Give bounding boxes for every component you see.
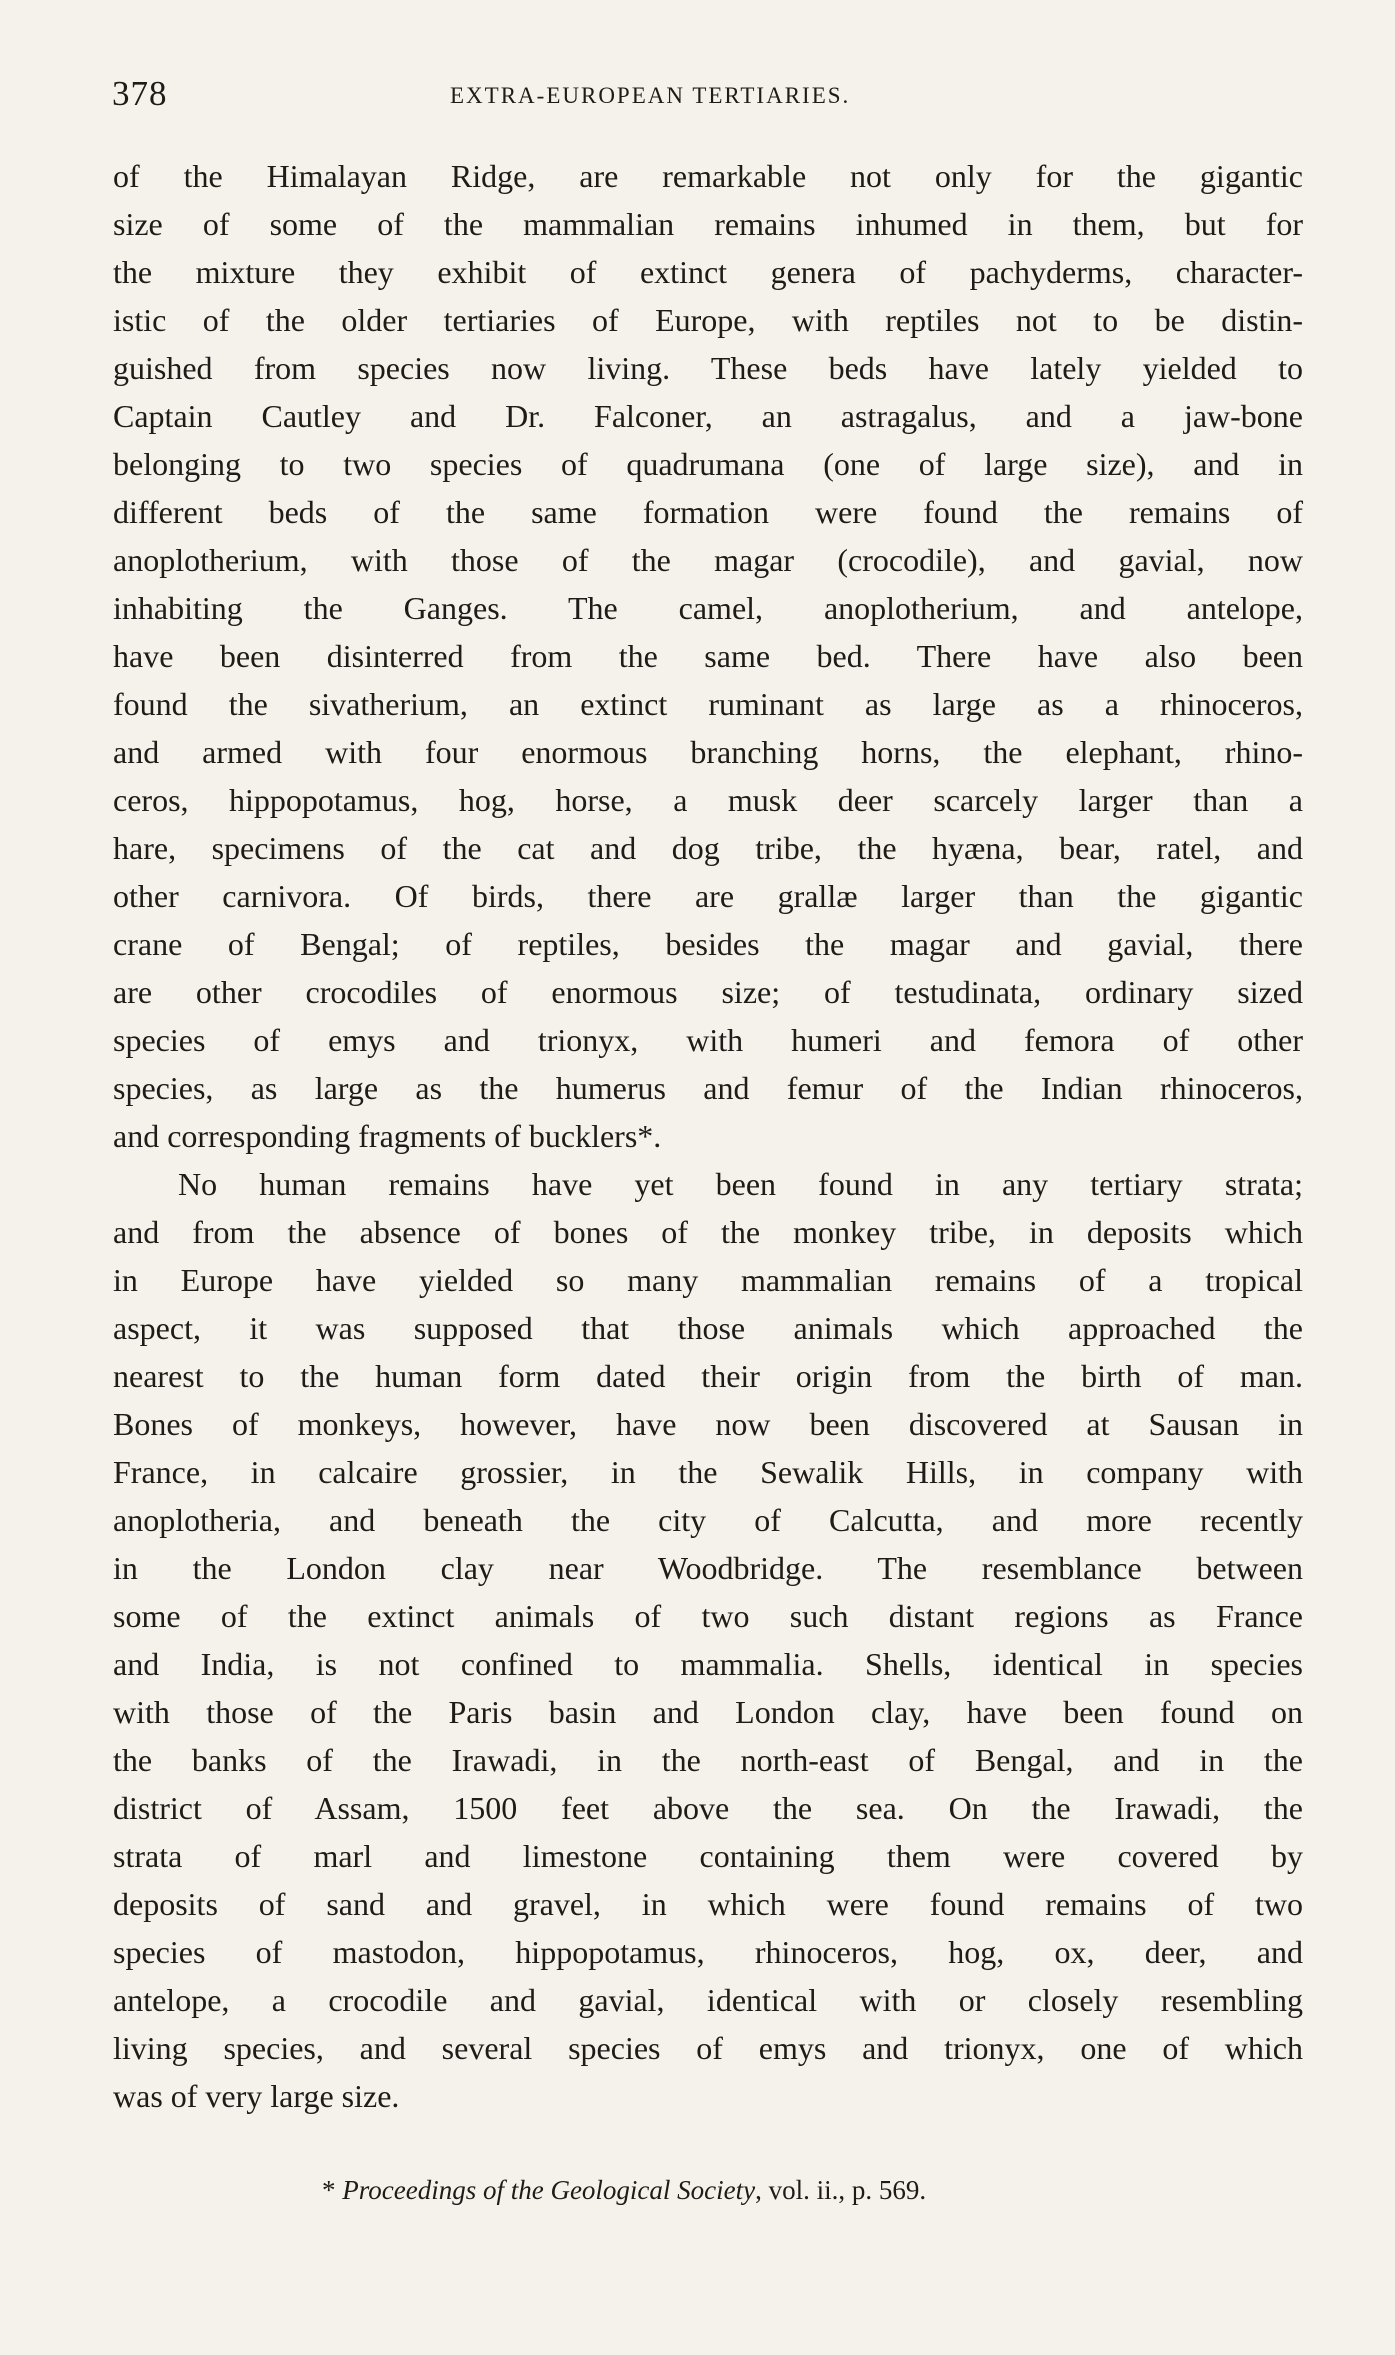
text-line: in Europe have yielded so many mammalian remains of a tropical — [113, 1262, 1303, 1298]
text-line: species of emys and trionyx, with humeri and femora of other — [113, 1022, 1303, 1058]
text-line: with those of the Paris basin and London clay, have been found on — [113, 1694, 1303, 1730]
text-line: antelope, a crocodile and gavial, identical with or closely resembling — [113, 1982, 1303, 2018]
text-line: different beds of the same formation were found the remains of — [113, 494, 1303, 530]
text-line: strata of marl and limestone containing them were covered by — [113, 1838, 1303, 1874]
text-line: and corresponding fragments of bucklers*. — [113, 1118, 662, 1154]
text-line: the banks of the Irawadi, in the north-east of Bengal, and in the — [113, 1742, 1303, 1778]
text-line: species, as large as the humerus and femur of the Indian rhinoceros, — [113, 1070, 1303, 1106]
text-line: anoplotherium, with those of the magar (crocodile), and gavial, now — [113, 542, 1303, 578]
footnote-reference: , vol. ii., p. 569. — [755, 2175, 927, 2205]
footnote-citation: Proceedings of the Geological Society — [342, 2175, 756, 2205]
text-line: some of the extinct animals of two such distant regions as France — [113, 1598, 1303, 1634]
text-line: and India, is not confined to mammalia. Shells, identical in species — [113, 1646, 1303, 1682]
text-line: anoplotheria, and beneath the city of Calcutta, and more recently — [113, 1502, 1303, 1538]
text-line: guished from species now living. These beds have lately yielded to — [113, 350, 1303, 386]
text-line: size of some of the mammalian remains inhumed in them, but for — [113, 206, 1303, 242]
text-line: found the sivatherium, an extinct ruminant as large as a rhinoceros, — [113, 686, 1303, 722]
text-line: and from the absence of bones of the monkey tribe, in deposits which — [113, 1214, 1303, 1250]
text-line: nearest to the human form dated their origin from the birth of man. — [113, 1358, 1303, 1394]
page-number: 378 — [112, 74, 168, 113]
paragraph-first-line: No human remains have yet been found in any tertiary strata; — [178, 1166, 1303, 1202]
text-line: are other crocodiles of enormous size; of testudinata, ordinary sized — [113, 974, 1303, 1010]
text-line: district of Assam, 1500 feet above the sea. On the Irawadi, the — [113, 1790, 1303, 1826]
text-line: hare, specimens of the cat and dog tribe, the hyæna, bear, ratel, and — [113, 830, 1303, 866]
running-head: EXTRA-EUROPEAN TERTIARIES. — [450, 83, 851, 108]
text-line: of the Himalayan Ridge, are remarkable not only for the gigantic — [113, 158, 1303, 194]
text-line: Captain Cautley and Dr. Falconer, an astragalus, and a jaw-bone — [113, 398, 1303, 434]
text-line: deposits of sand and gravel, in which were found remains of two — [113, 1886, 1303, 1922]
text-line: inhabiting the Ganges. The camel, anoplotherium, and antelope, — [113, 590, 1303, 626]
text-line: Bones of monkeys, however, have now been discovered at Sausan in — [113, 1406, 1303, 1442]
footnote-marker: * — [322, 2175, 336, 2205]
text-line: France, in calcaire grossier, in the Sewalik Hills, in company with — [113, 1454, 1303, 1490]
text-line: istic of the older tertiaries of Europe, with reptiles not to be distin- — [113, 302, 1303, 338]
text-line: species of mastodon, hippopotamus, rhinoceros, hog, ox, deer, and — [113, 1934, 1303, 1970]
text-line: in the London clay near Woodbridge. The resemblance between — [113, 1550, 1303, 1586]
text-line: and armed with four enormous branching horns, the elephant, rhino- — [113, 734, 1303, 770]
text-line: other carnivora. Of birds, there are grallæ larger than the gigantic — [113, 878, 1303, 914]
text-line: ceros, hippopotamus, hog, horse, a musk deer scarcely larger than a — [113, 782, 1303, 818]
text-line: was of very large size. — [113, 2078, 400, 2114]
text-line: aspect, it was supposed that those animals which approached the — [113, 1310, 1303, 1346]
text-line: crane of Bengal; of reptiles, besides the magar and gavial, there — [113, 926, 1303, 962]
text-line: belonging to two species of quadrumana (one of large size), and in — [113, 446, 1303, 482]
text-line: have been disinterred from the same bed. There have also been — [113, 638, 1303, 674]
text-line: living species, and several species of emys and trionyx, one of which — [113, 2030, 1303, 2066]
text-line: the mixture they exhibit of extinct genera of pachyderms, character- — [113, 254, 1303, 290]
footnote — [322, 2170, 1182, 2210]
page-header — [112, 74, 1302, 114]
